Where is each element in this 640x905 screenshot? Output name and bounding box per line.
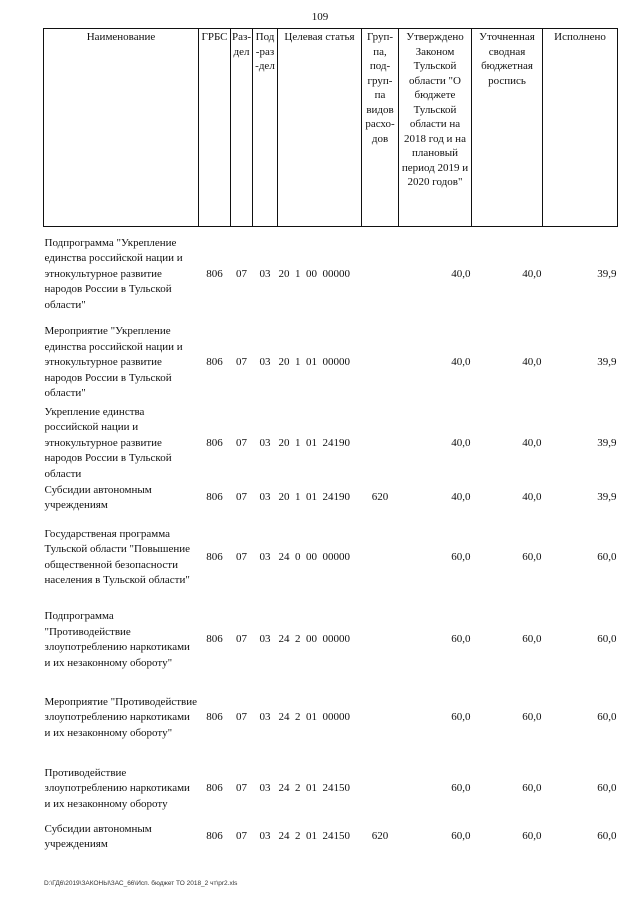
row-refined: 40,0 [522,267,542,280]
table-row [44,757,618,821]
table-row [44,227,618,322]
row-grbs: 806 [206,550,223,563]
header-refined: Уточненная сводная бюджетная роспись [472,29,543,227]
row-razdel: 07 [236,711,247,724]
row-refined: 60,0 [522,550,542,563]
row-group: 620 [371,491,389,504]
row-target: 24 2 00 00000 [278,633,350,646]
row-group [362,514,399,601]
row-name: Противодействие злоупотреблению наркотиками и их незаконному обороту [44,766,190,810]
row-group: 620 [371,830,389,843]
row-grbs: 806 [206,782,223,795]
file-path-footer: D:\ГД6\2019\ЗАКОНЫ\ЗАС_66\Исп. бюджет ТО 2018_2 чт\pr2.xls [44,880,238,887]
row-approved: 60,0 [451,782,471,795]
row-executed: 60,0 [597,830,617,843]
row-executed: 39,9 [597,267,617,280]
header-executed: Исполнено [543,29,618,227]
row-razdel: 07 [236,830,247,843]
row-group [362,322,399,405]
row-approved: 60,0 [451,550,471,563]
row-name: Мероприятие "Укрепление единства российской нации и этнокультурное развитие народов России в Тульской области" [44,325,183,400]
header-podrazdel: Под-раз-дел [253,29,278,227]
row-podrazdel: 03 [259,550,271,563]
row-approved: 60,0 [451,830,471,843]
row-approved: 60,0 [451,711,471,724]
row-razdel: 07 [236,267,247,280]
row-approved: 40,0 [451,491,471,504]
table-row [44,322,618,405]
row-approved: 40,0 [451,356,471,369]
row-target: 24 2 01 24150 [278,830,350,843]
table-body [44,227,618,854]
row-name: Укрепление единства российской нации и этнокультурное развитие народов России в Тульской области [44,405,172,480]
row-executed: 39,9 [597,491,617,504]
row-target: 20 1 01 24190 [278,491,350,504]
header-target: Целевая статья [278,29,362,227]
row-razdel: 07 [236,550,247,563]
row-razdel: 07 [236,491,247,504]
row-razdel: 07 [236,633,247,646]
table-header [44,29,618,227]
row-podrazdel: 03 [259,782,271,795]
table-row [44,821,618,853]
row-executed: 60,0 [597,711,617,724]
header-name: Наименование [44,29,199,227]
row-podrazdel: 03 [259,491,271,504]
row-podrazdel: 03 [259,711,271,724]
row-podrazdel: 03 [259,633,271,646]
row-target: 20 1 00 00000 [278,267,350,280]
row-grbs: 806 [206,356,223,369]
row-group [362,227,399,322]
row-podrazdel: 03 [259,830,271,843]
table-row [44,405,618,483]
row-podrazdel: 03 [259,356,271,369]
row-target: 24 0 00 00000 [278,550,350,563]
row-name: Государственая программа Тульской области "Повышение общественной безопасности населения в Тульской области" [44,527,191,586]
row-target: 24 2 01 00000 [278,711,350,724]
row-executed: 60,0 [597,633,617,646]
row-razdel: 07 [236,782,247,795]
row-name: Подпрограмма "Укрепление единства российской нации и этнокультурное развитие народов России в Тульской области" [44,236,183,311]
row-name: Субсидии автономным учреждениям [44,483,152,511]
table-row [44,601,618,679]
header-grbs: ГРБС [199,29,231,227]
row-target: 20 1 01 00000 [278,356,350,369]
row-approved: 40,0 [451,267,471,280]
row-target: 24 2 01 24150 [278,782,350,795]
row-refined: 60,0 [522,711,542,724]
row-razdel: 07 [236,356,247,369]
row-refined: 40,0 [522,491,542,504]
header-approved: Утверждено Законом Тульской области "О бюджете Тульской области на 2018 год и на плановый период 2019 и 2020 годов" [399,29,472,227]
row-refined: 60,0 [522,830,542,843]
page-number: 109 [311,11,329,23]
row-grbs: 806 [206,633,223,646]
row-approved: 40,0 [451,436,471,449]
row-grbs: 806 [206,830,223,843]
row-grbs: 806 [206,436,223,449]
row-grbs: 806 [206,711,223,724]
row-executed: 39,9 [597,436,617,449]
row-refined: 60,0 [522,782,542,795]
budget-table [43,28,618,853]
table-row [44,679,618,757]
header-group: Груп-па, под-груп-па видов расхо-дов [362,29,399,227]
row-group [362,679,399,757]
row-grbs: 806 [206,267,223,280]
row-group [362,405,399,483]
row-group [362,601,399,679]
row-executed: 60,0 [597,782,617,795]
table-row [44,514,618,601]
row-name: Субсидии автономным учреждениям [44,822,152,850]
row-approved: 60,0 [451,633,471,646]
row-grbs: 806 [206,491,223,504]
row-razdel: 07 [236,436,247,449]
row-podrazdel: 03 [259,436,271,449]
table-row [44,482,618,514]
row-name: Мероприятие "Противодействие злоупотреблению наркотиками и их незаконному обороту" [44,695,197,739]
row-executed: 39,9 [597,356,617,369]
header-razdel: Раз-дел [231,29,253,227]
row-group [362,757,399,821]
row-name: Подпрограмма "Противодействие злоупотреблению наркотиками и их незаконному обороту" [44,610,190,669]
row-refined: 60,0 [522,633,542,646]
row-podrazdel: 03 [259,267,271,280]
row-refined: 40,0 [522,356,542,369]
row-executed: 60,0 [597,550,617,563]
row-refined: 40,0 [522,436,542,449]
row-target: 20 1 01 24190 [278,436,350,449]
